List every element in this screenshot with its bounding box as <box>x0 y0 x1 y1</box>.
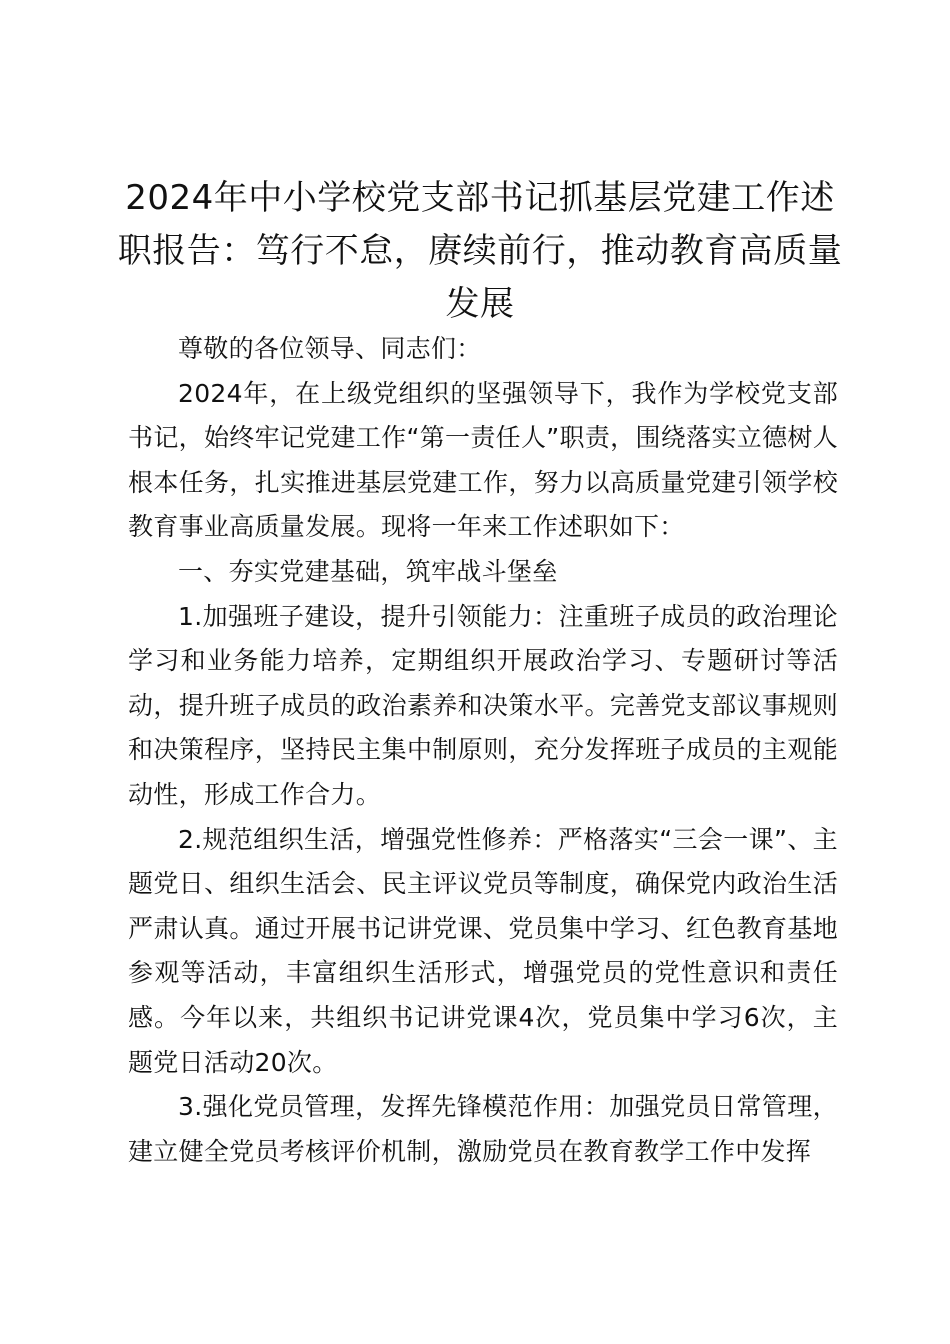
section-heading: 一、夯实党建基础，筑牢战斗堡垒 <box>178 556 558 586</box>
greeting: 尊敬的各位领导、同志们： <box>178 334 482 363</box>
list-item: 3.强化党员管理，发挥先锋模范作用：加强党员日常管理，建立健全党员考核评价机制，激励党员在教育教学工作中发挥 <box>128 1092 838 1166</box>
list-item: 2.规范组织生活，增强党性修养：严格落实“三会一课”、主题党日、组织生活会、民主评议党员等制度，确保党内政治生活严肃认真。通过开展书记讲党课、党员集中学习、红色教育基地参观等活动，丰富组织生活形式，增强党员的党性意识和责任感。今年以来，共组织书记讲党课4次，党员集中学习6次，主题党日活动20次。 <box>128 824 838 1077</box>
document-body <box>128 327 838 1174</box>
intro-paragraph: 2024年，在上级党组织的坚强领导下，我作为学校党支部书记，始终牢记党建工作“第一责任人”职责，围绕落实立德树人根本任务，扎实推进基层党建工作，努力以高质量党建引领学校教育事业高质量发展。现将一年来工作述职如下： <box>128 378 838 542</box>
list-item: 1.加强班子建设，提升引领能力：注重班子成员的政治理论学习和业务能力培养，定期组织开展政治学习、专题研讨等活动，提升班子成员的政治素养和决策水平。完善党支部议事规则和决策程序，坚持民主集中制原则，充分发挥班子成员的主观能动性，形成工作合力。 <box>128 601 838 809</box>
document-title: 2024年中小学校党支部书记抓基层党建工作述职报告：笃行不怠，赓续前行，推动教育高质量发展 <box>117 178 843 324</box>
